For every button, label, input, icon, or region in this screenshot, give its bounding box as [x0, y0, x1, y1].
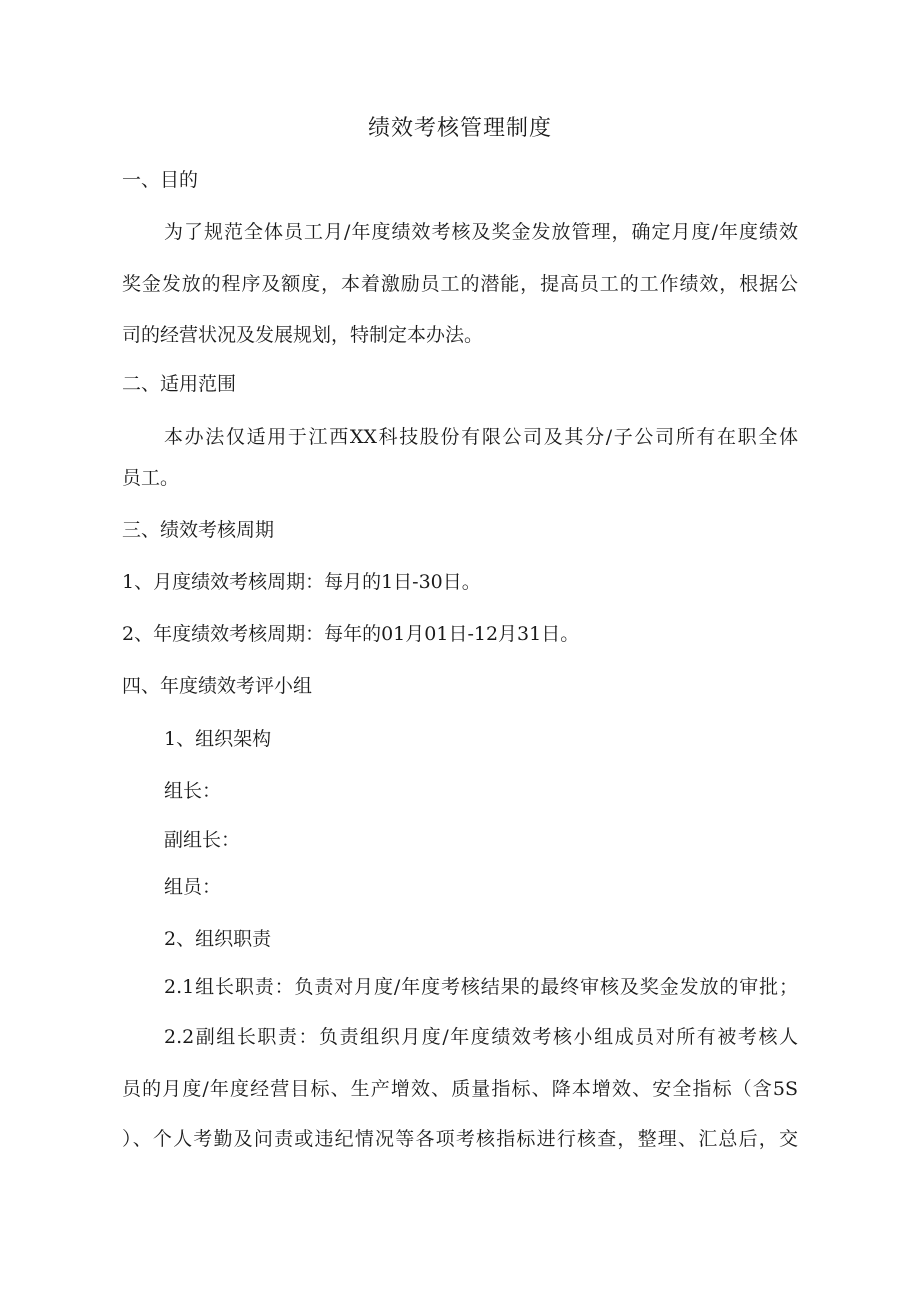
paragraph-line: 2.1组长职责：负责对月度/年度考核结果的最终审核及奖金发放的审批； — [164, 976, 798, 998]
paragraph-line: 司的经营状况及发展规划，特制定本办法。 — [122, 324, 484, 346]
section-heading-cycle: 三、绩效考核周期 — [122, 519, 275, 541]
paragraph-line: 2.2副组长职责：负责组织月度/年度绩效考核小组成员对所有被考核人 — [164, 1026, 798, 1048]
subsection-heading: 1、组织架构 — [164, 728, 272, 750]
section-heading-scope: 二、适用范围 — [122, 373, 237, 395]
list-item: 副组长： — [164, 829, 241, 851]
paragraph-line: ）、个人考勤及问责或违纪情况等各项考核指标进行核查，整理、汇总后，交 — [122, 1128, 798, 1150]
paragraph-line: 员工。 — [122, 467, 180, 489]
paragraph-line: 为了规范全体员工月/年度绩效考核及奖金发放管理，确定月度/年度绩效 — [164, 221, 798, 243]
section-heading-purpose: 一、目的 — [122, 169, 199, 191]
paragraph-line: 本办法仅适用于江西XX科技股份有限公司及其分/子公司所有在职全体 — [164, 426, 798, 448]
list-item: 1、月度绩效考核周期：每月的1日-30日。 — [122, 571, 481, 593]
document-title: 绩效考核管理制度 — [367, 116, 552, 141]
list-item: 2、年度绩效考核周期：每年的01月01日-12月31日。 — [122, 623, 580, 645]
subsection-heading: 2、组织职责 — [164, 928, 272, 950]
section-heading-committee: 四、年度绩效考评小组 — [122, 675, 313, 697]
paragraph-line: 奖金发放的程序及额度，本着激励员工的潜能，提高员工的工作绩效，根据公 — [122, 273, 798, 295]
list-item: 组长： — [164, 780, 222, 802]
list-item: 组员： — [164, 876, 222, 898]
paragraph-line: 员的月度/年度经营目标、生产增效、质量指标、降本增效、安全指标（含5S — [122, 1078, 798, 1100]
